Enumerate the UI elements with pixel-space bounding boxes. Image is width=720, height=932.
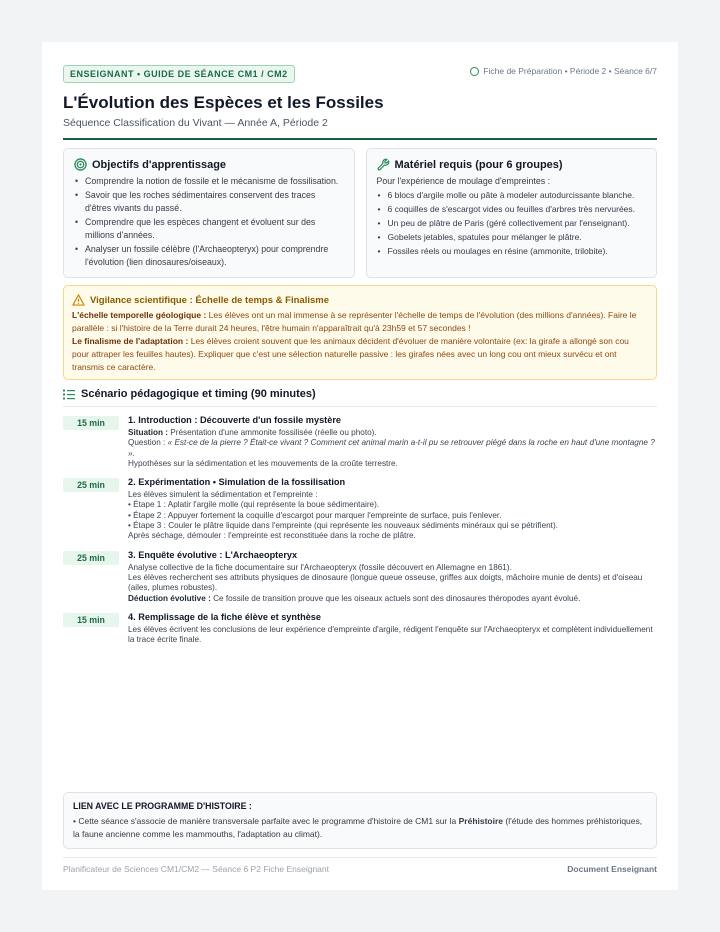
- objectives-list: [74, 175, 344, 270]
- page-footer: [63, 857, 657, 874]
- step-line: Les élèves recherchent ses attributs physiques de dinosaure (longue queue osseuse, griffes aux doigts, mâchoire munie de dents) et d'oiseau (ailes, plumes robustes).: [128, 572, 643, 593]
- vigilance-text: Les élèves ont un mal immense à se représenter l'échelle de temps de l'évolution (des millions d'années). Faire le parallèle : si l'histoire de la Terre durait 24 heures, l'être humain n'apparaîtrait qu'à 23h59 et 57 secondes !: [72, 310, 637, 333]
- step-text: Présentation d'une ammonite fossilisée (réelle ou photo).: [168, 428, 377, 437]
- document-header: [63, 64, 657, 140]
- step-line: [128, 594, 657, 604]
- materials-card: [366, 148, 658, 278]
- footer-left: Planificateur de Sciences CM1/CM2 — Séance 6 P2 Fiche Enseignant: [63, 864, 329, 874]
- step-body: [128, 612, 657, 646]
- scenario-step: [63, 612, 657, 646]
- step-line: • Étape 1 : Aplatir l'argile molle (qui représente la boue sédimentaire).: [128, 500, 380, 510]
- vigilance-box: [63, 285, 657, 380]
- history-link-before: • Cette séance s'associe de manière transversale parfaite avec le programme d'histoire de CM1 sur la: [73, 816, 459, 826]
- objectives-heading: [74, 158, 344, 171]
- materials-list: [377, 188, 647, 258]
- step-line: Analyse collective de la fiche documentaire sur l'Archaeopteryx (fossile découvert en Allemagne en 1861).: [128, 562, 512, 572]
- role-badge: ENSEIGNANT • GUIDE DE SÉANCE CM1 / CM2: [63, 65, 295, 83]
- list-item: • Comprendre la notion de fossile et le mécanisme de fossilisation.: [74, 175, 344, 189]
- step-body: [128, 477, 657, 541]
- step-label: Déduction évolutive :: [128, 593, 211, 603]
- list-icon: [63, 389, 75, 400]
- info-cards: [63, 148, 657, 278]
- step-line: Après séchage, démouler : l'empreinte est reconstituée dans la roche de plâtre.: [128, 531, 416, 541]
- step-line: Les élèves écrivent les conclusions de leur expérience d'empreinte d'argile, rédigent l'enquête sur l'Archaeopteryx et complètent individuellement la trace écrite finale.: [128, 624, 653, 645]
- step-line: Hypothèses sur la sédimentation et les mouvements de la croûte terrestre.: [128, 458, 398, 468]
- materials-intro: Pour l'expérience de moulage d'empreintes :: [376, 176, 551, 186]
- scenario-heading: [63, 388, 657, 407]
- list-item: • 6 blocs d'argile molle ou pâte à modeler autodurcissante blanche.: [377, 188, 647, 202]
- step-label: Situation :: [128, 428, 169, 437]
- vigilance-text: Les élèves croient souvent que les animaux décident d'évoluer de manière volontaire (ex: la girafe a allongé son cou pour attraper les feuilles hautes). Expliquer que c'est une sélection naturelle passive : les girafes nées avec un long cou ont mieux survécu et ont transmis ce caractère.: [72, 336, 629, 372]
- step-line: [128, 428, 657, 438]
- step-title: 2. Expérimentation • Simulation de la fossilisation: [128, 477, 346, 488]
- list-item: • 6 coquilles de s'escargot vides ou feuilles d'arbres très nervurées.: [377, 202, 647, 216]
- history-link-box: [63, 792, 657, 849]
- step-title: 3. Enquête évolutive : L'Archaeopteryx: [128, 549, 298, 560]
- vigilance-paragraph-finalism: [72, 335, 648, 374]
- history-link-highlight: Préhistoire: [458, 816, 504, 826]
- vigilance-title: Vigilance scientifique : Échelle de temps & Finalisme: [90, 294, 329, 306]
- materials-heading: [377, 158, 647, 171]
- step-title: 1. Introduction : Découverte d'un fossile mystère: [128, 415, 342, 425]
- page-subtitle: Séquence Classification du Vivant — Année A, Période 2: [63, 117, 328, 129]
- vigilance-paragraph-time: [72, 309, 648, 335]
- scenario-title: Scénario pédagogique et timing (90 minutes): [81, 388, 316, 400]
- target-icon: [74, 158, 87, 171]
- step-label: Question :: [128, 438, 168, 448]
- step-body: [128, 550, 657, 604]
- objectives-card: [63, 148, 355, 278]
- history-link-text: [73, 815, 647, 841]
- step-line: • Étape 3 : Couler le plâtre liquide dans l'empreinte (qui représente les nouveaux sédiments minéraux qui se pétrifient).: [128, 521, 558, 531]
- step-line: • Étape 2 : Appuyer fortement la coquille d'escargot pour marquer l'empreinte de surface, puis l'enlever.: [128, 510, 502, 520]
- step-body: [128, 415, 657, 469]
- scenario-step: [63, 550, 657, 604]
- duration-badge: 25 min: [63, 551, 119, 565]
- session-meta: [470, 66, 657, 76]
- circle-icon: [470, 67, 479, 76]
- vigilance-label: L'échelle temporelle géologique :: [72, 310, 207, 320]
- step-text: Ce fossile de transition prouve que les oiseaux actuels sont des dinosaures théropodes ayant évolué.: [210, 593, 581, 603]
- wrench-icon: [377, 158, 390, 171]
- list-item: • Analyser un fossile célèbre (l'Archaeopteryx) pour comprendre l'évolution (lien dinosaures/oiseaux).: [74, 243, 344, 270]
- vigilance-label: Le finalisme de l'adaptation :: [72, 336, 189, 346]
- history-link-after: (l'étude des hommes préhistoriques, la faune ancienne comme les mammouths, l'adaptation au climat).: [73, 816, 643, 839]
- step-question: « Est-ce de la pierre ? Était-ce vivant ? Comment cet animal marin a-t-il pu se retrouver piégé dans la roche en haut d'une montagne ? ».: [128, 438, 655, 458]
- vigilance-heading: [72, 294, 648, 306]
- list-item: • Gobelets jetables, spatules pour mélanger le plâtre.: [377, 230, 647, 244]
- scenario-step: [63, 415, 657, 469]
- step-line: Les élèves simulent la sédimentation et l'empreinte :: [128, 490, 318, 500]
- duration-badge: 15 min: [63, 613, 119, 627]
- scenario-steps: [63, 415, 657, 645]
- session-meta-text: Fiche de Préparation • Période 2 • Séance 6/7: [483, 66, 657, 76]
- footer-right: Document Enseignant: [567, 864, 657, 874]
- list-item: • Un peu de plâtre de Paris (géré collectivement par l'enseignant).: [377, 216, 647, 230]
- duration-badge: 25 min: [63, 478, 119, 492]
- warning-triangle-icon: [72, 294, 85, 306]
- page-title: L'Évolution des Espèces et les Fossiles: [63, 93, 384, 112]
- materials-title: Matériel requis (pour 6 groupes): [394, 158, 563, 171]
- list-item: • Savoir que les roches sédimentaires conservent des traces d'êtres vivants du passé.: [74, 189, 344, 216]
- document-page: [42, 42, 678, 890]
- list-item: • Comprendre que les espèces changent et évoluent sur des millions d'années.: [74, 216, 344, 243]
- scenario-step: [63, 477, 657, 541]
- step-line: [128, 438, 657, 459]
- history-link-title: LIEN AVEC LE PROGRAMME D'HISTOIRE :: [73, 801, 252, 811]
- step-title: 4. Remplissage de la fiche élève et synthèse: [128, 611, 322, 622]
- objectives-title: Objectifs d'apprentissage: [92, 158, 227, 171]
- duration-badge: 15 min: [63, 416, 119, 430]
- list-item: • Fossiles réels ou moulages en résine (ammonite, trilobite).: [377, 244, 647, 258]
